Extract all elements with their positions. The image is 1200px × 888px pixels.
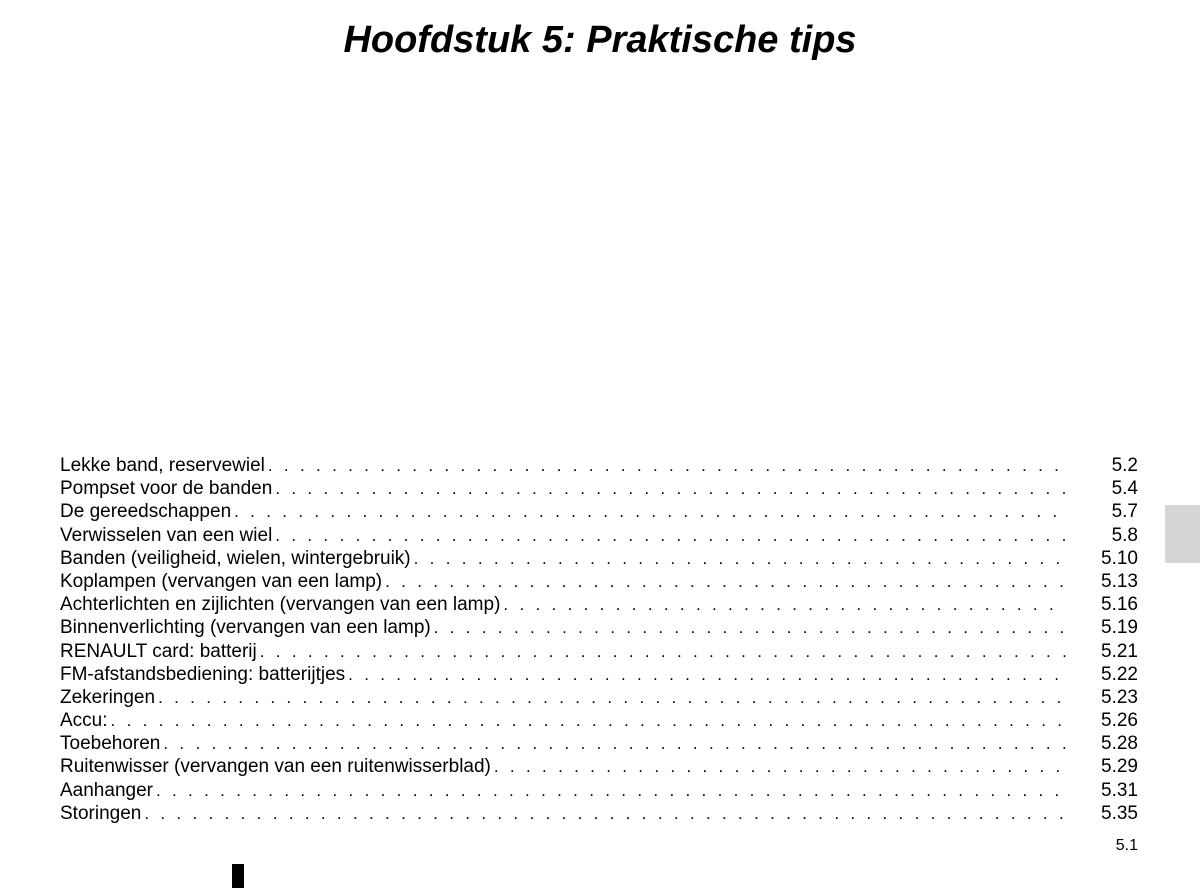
toc-entry-label: Koplampen (vervangen van een lamp) [60, 570, 383, 592]
toc-entry-page: 5.22 [1101, 663, 1138, 685]
toc-entry[interactable] [60, 616, 1138, 639]
toc-entry-page: 5.7 [1111, 501, 1138, 523]
dot-leader [434, 616, 1066, 639]
toc-entry[interactable] [60, 477, 1138, 500]
toc-entry-label: Banden (veiligheid, wielen, wintergebruik) [60, 547, 411, 569]
dot-leader [156, 779, 1066, 802]
dot-leader [385, 570, 1066, 593]
toc-entry-page: 5.28 [1101, 733, 1138, 755]
toc-entry-page: 5.10 [1101, 547, 1138, 569]
toc-entry[interactable] [60, 755, 1138, 778]
toc-entry-label: Ruitenwisser (vervangen van een ruitenwisserblad) [60, 756, 491, 778]
toc-entry-label: Pompset voor de banden [60, 478, 273, 500]
toc-entry-label: RENAULT card: batterij [60, 640, 257, 662]
dot-leader [348, 663, 1066, 686]
toc-entry-label: Binnenverlichting (vervangen van een lamp) [60, 617, 431, 639]
toc-entry-page: 5.23 [1101, 686, 1138, 708]
toc-entry-label: Lekke band, reservewiel [60, 455, 265, 476]
toc-entry-label: Aanhanger [60, 779, 153, 801]
dot-leader [275, 524, 1066, 547]
toc-entry[interactable] [60, 547, 1138, 570]
toc-entry-page: 5.13 [1101, 570, 1138, 592]
toc-entry[interactable] [60, 524, 1138, 547]
toc-entry-label: Zekeringen [60, 686, 156, 708]
toc-entry-page: 5.26 [1101, 710, 1138, 732]
chapter-title: Hoofdstuk 5: Praktische tips [343, 19, 857, 61]
dot-leader [414, 547, 1066, 570]
toc-entry-label: FM-afstandsbediening: batterijtjes [60, 663, 346, 685]
print-crop-mark [232, 864, 244, 888]
toc-entry-label: Toebehoren [60, 733, 161, 755]
toc-entry[interactable] [60, 570, 1138, 593]
chapter-side-tab [1165, 505, 1200, 563]
dot-leader [275, 477, 1066, 500]
toc-entry-page: 5.35 [1101, 802, 1138, 824]
toc-entry-label: Accu: [60, 710, 108, 732]
toc-entry[interactable] [60, 500, 1138, 523]
toc-entry[interactable] [60, 802, 1138, 825]
toc-entry-page: 5.8 [1111, 524, 1138, 546]
dot-leader [158, 686, 1066, 709]
toc-entry[interactable] [60, 732, 1138, 755]
toc-entry[interactable] [60, 663, 1138, 686]
toc-entry-page: 5.16 [1101, 594, 1138, 616]
table-of-contents [60, 454, 1138, 825]
dot-leader [503, 593, 1066, 616]
toc-entry-label: Achterlichten en zijlichten (vervangen van een lamp) [60, 594, 501, 616]
toc-entry[interactable] [60, 779, 1138, 802]
dot-leader [163, 732, 1066, 755]
toc-entry-label: Storingen [60, 802, 142, 824]
toc-entry[interactable] [60, 593, 1138, 616]
toc-entry-page: 5.31 [1101, 779, 1138, 801]
toc-entry-label: Verwisselen van een wiel [60, 524, 273, 546]
toc-entry[interactable] [60, 640, 1138, 663]
dot-leader [144, 802, 1066, 825]
dot-leader [111, 709, 1066, 732]
dot-leader [268, 454, 1066, 477]
dot-leader [234, 500, 1066, 523]
toc-entry-page: 5.21 [1101, 640, 1138, 662]
toc-entry-page: 5.4 [1111, 478, 1138, 500]
toc-entry-label: De gereedschappen [60, 501, 232, 523]
toc-entry-page: 5.19 [1101, 617, 1138, 639]
toc-entry[interactable] [60, 454, 1138, 477]
toc-entry-page: 5.29 [1101, 756, 1138, 778]
toc-entry-page: 5.2 [1111, 455, 1138, 476]
dot-leader [260, 640, 1066, 663]
dot-leader [494, 755, 1066, 778]
toc-entry[interactable] [60, 709, 1138, 732]
toc-entry[interactable] [60, 686, 1138, 709]
page-number: 5.1 [1115, 837, 1138, 854]
